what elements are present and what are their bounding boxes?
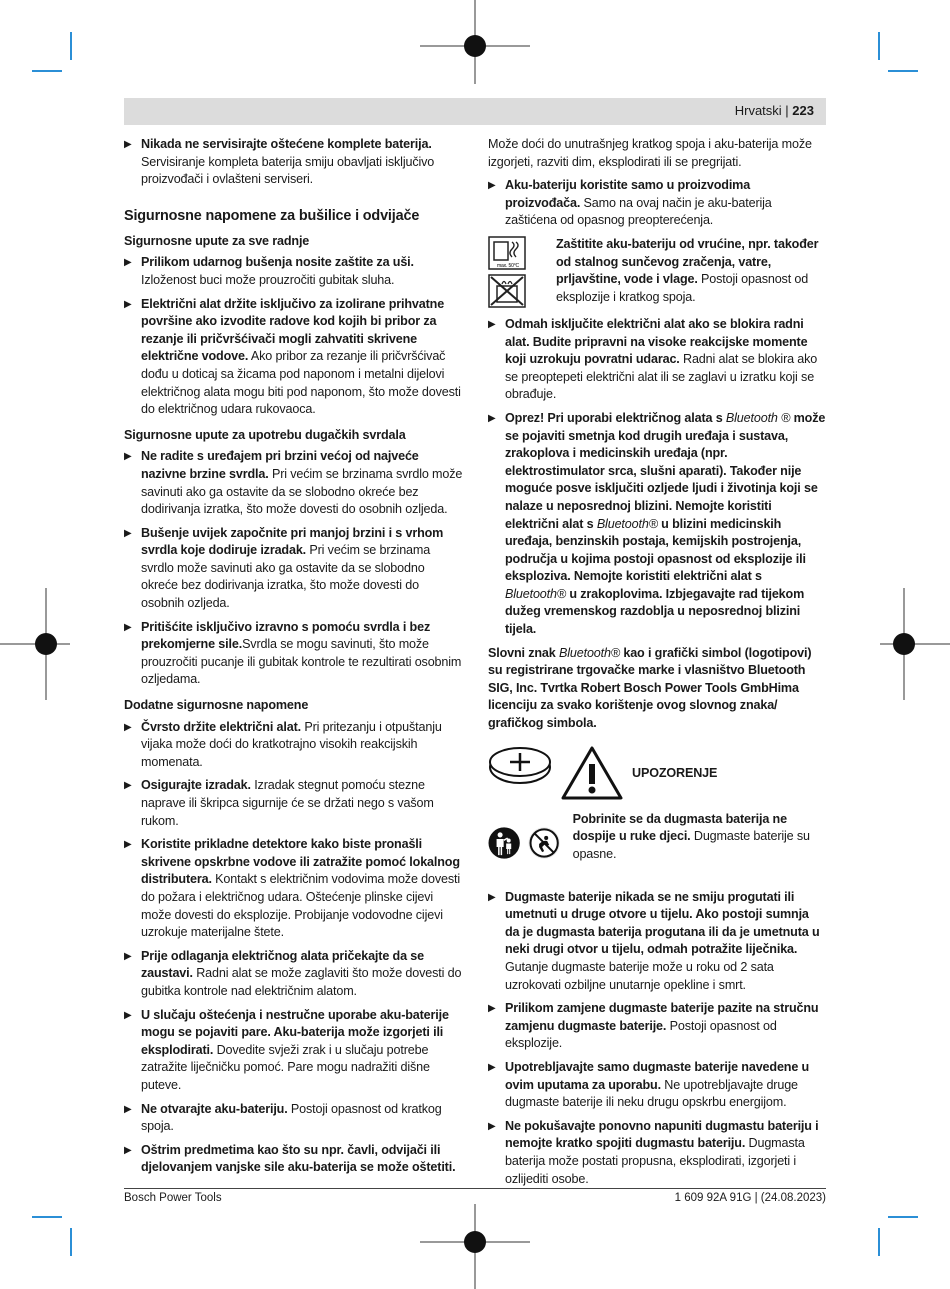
list-item: ▶ Ne pokušavajte ponovno napuniti dugmastu bateriju i nemojte kratko spojiti dugmastu bateriju. Dugmasta baterija može postati propusna, eksplodirati, izgorjeti i ozlijediti osobe. [488,1118,826,1188]
page-number: 223 [792,103,814,118]
list-item: ▶ Odmah isključite električni alat ako se blokira radni alat. Budite pripravni na visoke reakcijske momente koji uzrokuju povratni udarac. Radni alat se blokira ako se preopteреti električni alat ili se zaglavi u izratku koji se obrađuje. [488,316,826,404]
footer-document-code: 1 609 92A 91G | (24.08.2023) [674,1192,826,1204]
left-column [124,136,464,1183]
list-item: ▶ Pritišćite isključivo izravno s pomoću svrdla i bez prekomjerne sile.Svrdla se mogu savinuti, što može prouzročiti pucanje ili gubitak kontrole te rezultirati osobnim ozljedama. [124,619,464,689]
subsection-title: Sigurnosne upute za upotrebu dugačkih svrdala [124,427,406,442]
header-language: Hrvatski [734,103,782,118]
crop-mark [32,70,62,72]
registration-mark [0,588,70,700]
section-title: Sigurnosne napomene za bušilice i odvijače [124,207,420,224]
paragraph: Može doći do unutrašnjeg kratkog spoja i aku-baterija može izgorjeti, razviti dim, eksplodirati ili se pregrijati. [488,137,812,169]
children-warning-text: Pobrinite se da dugmasta baterija ne dospije u ruke djeci. Dugmaste baterije su opasne. [572,811,810,861]
list-item: ▶ Dugmaste baterije nikada se ne smiju progutati ili umetnuti u druge otvore u tijelu. Ako postoji sumnja da je dugmasta baterija progutana ili da je umetnuta u neki drugi otvor u tijelu, odmah potražite liječnika. Gutanje dugmaste baterije može u roku od 2 sata uzrokovati ozbiljne unutarnje opekline i smrt. [488,889,826,995]
warning-block [488,745,826,801]
list-item: ▶ Prije odlaganja električnog alata pričekajte da se zaustavi. Radni alat se može zaglaviti što može dovesti do gubitka kontrole nad električnim alatom. [124,948,464,1001]
footer-publisher: Bosch Power Tools [124,1192,222,1204]
list-item: ▶ Prilikom zamjene dugmaste baterije pazite na stručnu zamjenu dugmaste baterije. Postoji opasnost od eksplozije. [488,1000,826,1053]
page-footer [124,1188,826,1204]
warning-label: UPOZORENJE [632,765,718,780]
registration-mark [880,588,950,700]
list-item: ▶ Upotrebljavajte samo dugmaste baterije navedene u ovim uputama za uporabu. Ne upotrebljavajte druge dugmaste baterije ili neku drugu opskrbu energijom. [488,1059,826,1112]
temperature-icon [488,236,526,270]
page-header [124,98,826,125]
list-item: ▶ Nikada ne servisirajte oštećene komplete baterija. Servisiranje kompleta baterija smiju obavljati isključivo proizvođači i ovlašteni serviseri. [124,136,464,189]
subsection-title: Dodatne sigurnosne napomene [124,698,309,713]
list-item: ▶ Osigurajte izradak. Izradak stegnut pomoću stezne naprave ili škripca sigurnije će se držati nego s vašom rukom. [124,777,464,830]
temperature-icon-label: max. 50°C [496,262,520,269]
crop-mark [888,1216,918,1218]
coin-battery-icon [488,745,552,785]
list-item: ▶ Ne radite s uređajem pri brzini većoj od najveće nazivne brzine svrdla. Pri većim se brzinama svrdlo može savinuti ako ga ostavite da se slobodno okreće bez dodirivanja izratka, što može dovesti do osobnih ozljeda. [124,448,464,518]
crop-mark [878,1228,880,1256]
heat-warning-block [488,236,826,308]
children-warning-block [488,811,826,875]
crop-mark [70,1228,72,1256]
subsection-title: Sigurnosne upute za sve radnje [124,233,310,248]
warning-triangle-icon [560,745,624,801]
trademark-paragraph: Slovni znak Bluetooth® kao i grafički simbol (logotipovi) su registrirane trgovačke marke i vlasništvo Bluetooth SIG, Inc. Tvrtka Robert Bosch Power Tools GmbHima licenciju za svako korištenje ovog slovnog znaka/ grafičkog simbola. [488,645,812,731]
keep-away-from-children-icon [488,811,520,875]
list-item: ▶ Ne otvarajte aku-bateriju. Postoji opasnost od kratkog spoja. [124,1101,464,1136]
registration-mark [420,1200,530,1289]
crop-mark [32,1216,62,1218]
list-item: ▶ Oštrim predmetima kao što su npr. čavli, odvijači ili djelovanjem vanjske sile aku-baterija se može oštetiti. [124,1142,464,1177]
registration-mark [420,0,530,90]
no-children-icon [528,811,560,875]
right-column [488,136,826,1194]
list-item: ▶ U slučaju oštećenja i nestručne uporabe aku-baterije mogu se pojaviti pare. Aku-baterija može izgorjeti ili eksplodirati. Dovedite svježi zrak i u slučaju potrebe zatražite liječničku pomoć. Pare mogu nadražiti dišne puteve. [124,1007,464,1095]
header-text: Hrvatski | 223 [734,103,814,118]
heat-warning-text: Zaštitite aku-bateriju od vrućine, npr. također od stalnog sunčevog zračenja, vatre, prljavštine, vode i vlage. Postoji opasnost od eksplozije i kratkog spoja. [556,236,819,304]
crop-mark [888,70,918,72]
list-item: ▶ Oprez! Pri uporabi električnog alata s Bluetooth ® može se pojaviti smetnja kod drugih uređaja i sustava, zrakoplova i medicinskih uređaja (npr. elektrostimulator srca, slušni aparati). Također nije moguće posve isključiti ozljede ljudi i životinja koji se nalaze u neposrednoj blizini. Nemojte koristiti električni alat s Bluetooth® u blizini medicinskih uređaja, benzinskih postaja, kemijskih postrojenja, područja u kojima postoji opasnost od eksplozije ili eksploziva. Nemojte koristiti električni alat s Bluetooth® u zrakoplovima. Izbjegavajte rad tijekom dužeg vremenskog razdoblja u neposrednoj blizini tijela. [488,410,826,639]
list-item: ▶ Aku-bateriju koristite samo u proizvodima proizvođača. Samo na ovaj način je aku-baterija zaštićena od opasnog preopterećenja. [488,177,826,230]
list-item: ▶ Električni alat držite isključivo za izolirane prihvatne površine ako izvodite radove kod kojih bi pribor za rezanje ili pričvršćivači mogli zahvatiti skrivene električne vodove. Ako pribor za rezanje ili pričvršćivač dođu u doticaj sa žicama pod naponom i metalni dijelovi električnog alata mogu biti pod naponom, što može dovesti do električnog udara rukovaoca. [124,296,464,419]
list-item: ▶ Koristite prikladne detektore kako biste pronašli skrivene opskrbne vodove ili zatražite pomoć lokalnog distributera. Kontakt s električnim vodovima može dovesti do požara i električnog udara. Oštećenje plinske cijevi može dovesti do eksplozije. Probijanje vodovodne cijevi uzrokuje materijalne štete. [124,836,464,942]
no-water-fire-icon [488,274,526,308]
list-item: ▶ Prilikom udarnog bušenja nosite zaštite za uši. Izloženost buci može prouzročiti gubitak sluha. [124,254,464,289]
list-item: ▶ Bušenje uvijek započnite pri manjoj brzini i s vrhom svrdla koje dodiruje izradak. Pri većim se brzinama svrdlo može savinuti ako ga ostavite da se slobodno okreće bez dodirivanja izratka, što može dovesti do osobnih ozljeda. [124,525,464,613]
crop-mark [70,32,72,60]
list-item: ▶ Čvrsto držite električni alat. Pri pritezanju i otpuštanju vijaka može doći do kratkotrajno visokih reakcijskih momenata. [124,719,464,772]
crop-mark [878,32,880,60]
